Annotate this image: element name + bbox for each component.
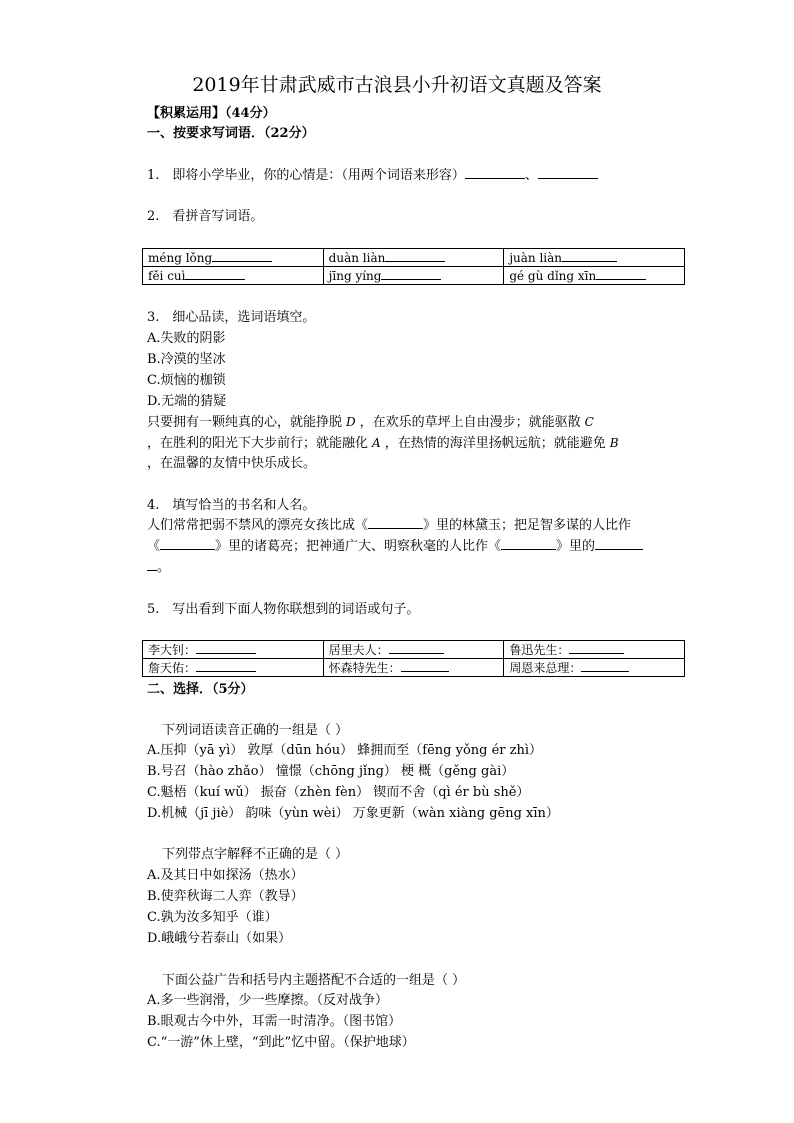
table-row [143,659,685,677]
filled-answer: A [372,436,381,450]
answer-blank[interactable] [538,167,598,179]
question-ad-theme: 下面公益广告和括号内主题搭配不合适的一组是（ ） [162,973,466,988]
question-definition: 下列带点字解释不正确的是（ ） [162,847,349,862]
person-cell: 詹天佑： [143,659,324,677]
answer-blank[interactable] [212,250,272,262]
filled-answer: C [584,415,594,429]
table-row [143,249,685,267]
option-d: D.机械（jī jiè） 韵味（yùn wèi） 万象更新（wàn xiàng gēng xīn） [147,806,559,821]
q4-line: 《 》里的诸葛亮；把神通广大、明察秋毫的人比作《 》里的 [147,538,643,556]
question-pronunciation: 下列词语读音正确的一组是（ ） [162,723,349,738]
answer-blank[interactable] [595,538,643,550]
question-5: 5. 写出看到下面人物你联想到的词语或句子。 [147,602,420,617]
person-table [142,640,685,677]
option-a: A.多一些润滑，少一些摩擦。（反对战争） [147,993,389,1008]
q4-line: 。 [147,559,170,577]
answer-blank[interactable] [196,642,256,654]
question-3: 3. 细心品读，选词语填空。 [147,310,316,325]
q3-passage-line: 只要拥有一颗纯真的心，就能挣脱 D ，在欢乐的草坪上自由漫步；就能驱散 C [147,413,598,432]
table-row [143,267,685,285]
section1-heading: 一、按要求写词语．（22分） [147,126,315,141]
pinyin-cell: méng lǒng [143,249,324,267]
option-a: A.失败的阴影 [147,331,226,346]
pinyin-table [142,248,685,285]
answer-blank[interactable] [147,559,157,571]
option-c: C.魁梧（kuí wǔ） 振奋（zhèn fèn） 锲而不舍（qì ér bù shě） [147,785,530,800]
option-d: D.峨峨兮若泰山（如果） [147,931,292,946]
option-d: D.无端的猜疑 [147,394,227,409]
answer-blank[interactable] [381,268,441,280]
answer-blank[interactable] [401,660,449,672]
person-cell: 怀森特先生： [323,659,504,677]
answer-blank[interactable] [596,268,646,280]
person-cell: 鲁迅先生： [504,641,685,659]
answer-blank[interactable] [196,660,256,672]
answer-blank[interactable] [368,517,423,529]
separator: 、 [524,168,538,183]
answer-blank[interactable] [562,250,617,262]
page-title: 2019年甘肃武威市古浪县小升初语文真题及答案 [192,74,602,96]
option-c: C.“一游”休上壁，“到此”忆中留。（保护地球） [147,1035,415,1050]
option-c: C.烦恼的枷锁 [147,373,226,388]
pinyin-cell: juàn liàn [504,249,685,267]
table-row [143,641,685,659]
answer-blank[interactable] [160,538,215,550]
answer-blank[interactable] [569,642,624,654]
q3-passage-line: ，在胜利的阳光下大步前行；就能融化 A ，在热情的海洋里扬帆远航；就能避免 B [147,434,623,453]
part-heading: 【积累运用】（44分） [147,106,276,121]
pinyin-cell: jīng yíng [323,267,504,285]
pinyin-cell: fěi cuì [143,267,324,285]
option-b: B.号召（hào zhǎo） 憧憬（chōng jǐng） 梗 概（gěng gài） [147,764,515,779]
option-c: C.孰为汝多知乎（谁） [147,910,278,925]
option-b: B.冷漠的坚冰 [147,352,226,367]
person-cell: 居里夫人： [323,641,504,659]
question-1 [147,167,598,185]
answer-blank[interactable] [581,660,629,672]
pinyin-cell: duàn liàn [323,249,504,267]
q4-line: 人们常常把弱不禁风的漂亮女孩比成《 》里的林黛玉；把足智多谋的人比作 [147,518,632,533]
filled-answer: B [609,436,619,450]
answer-blank[interactable] [185,268,245,280]
pinyin-cell: gé gù dǐng xīn [504,267,685,285]
option-b: B.使弈秋诲二人弈（教导） [147,889,304,904]
answer-blank[interactable] [501,538,556,550]
person-cell: 周恩来总理： [504,659,685,677]
filled-answer: D [346,415,356,429]
q3-passage-line: ，在温馨的友情中快乐成长。 [147,456,317,471]
question-2: 2. 看拼音写词语。 [147,209,264,224]
option-b: B.眼观古今中外，耳需一时清净。（图书馆） [147,1014,402,1029]
option-a: A.压抑（yā yì） 敦厚（dūn hóu） 蜂拥而至（fēng yǒng ér zhì） [147,743,543,758]
question-1-text: 1. 即将小学毕业，你的心情是：（用两个词语来形容） [147,168,465,183]
question-4: 4. 填写恰当的书名和人名。 [147,498,316,513]
answer-blank[interactable] [389,642,444,654]
answer-blank[interactable] [465,167,525,179]
person-cell: 李大钊： [143,641,324,659]
option-a: A.及其日中如探汤（热水） [147,868,304,883]
answer-blank[interactable] [385,250,445,262]
section2-heading: 二、选择．（5分） [147,682,254,697]
